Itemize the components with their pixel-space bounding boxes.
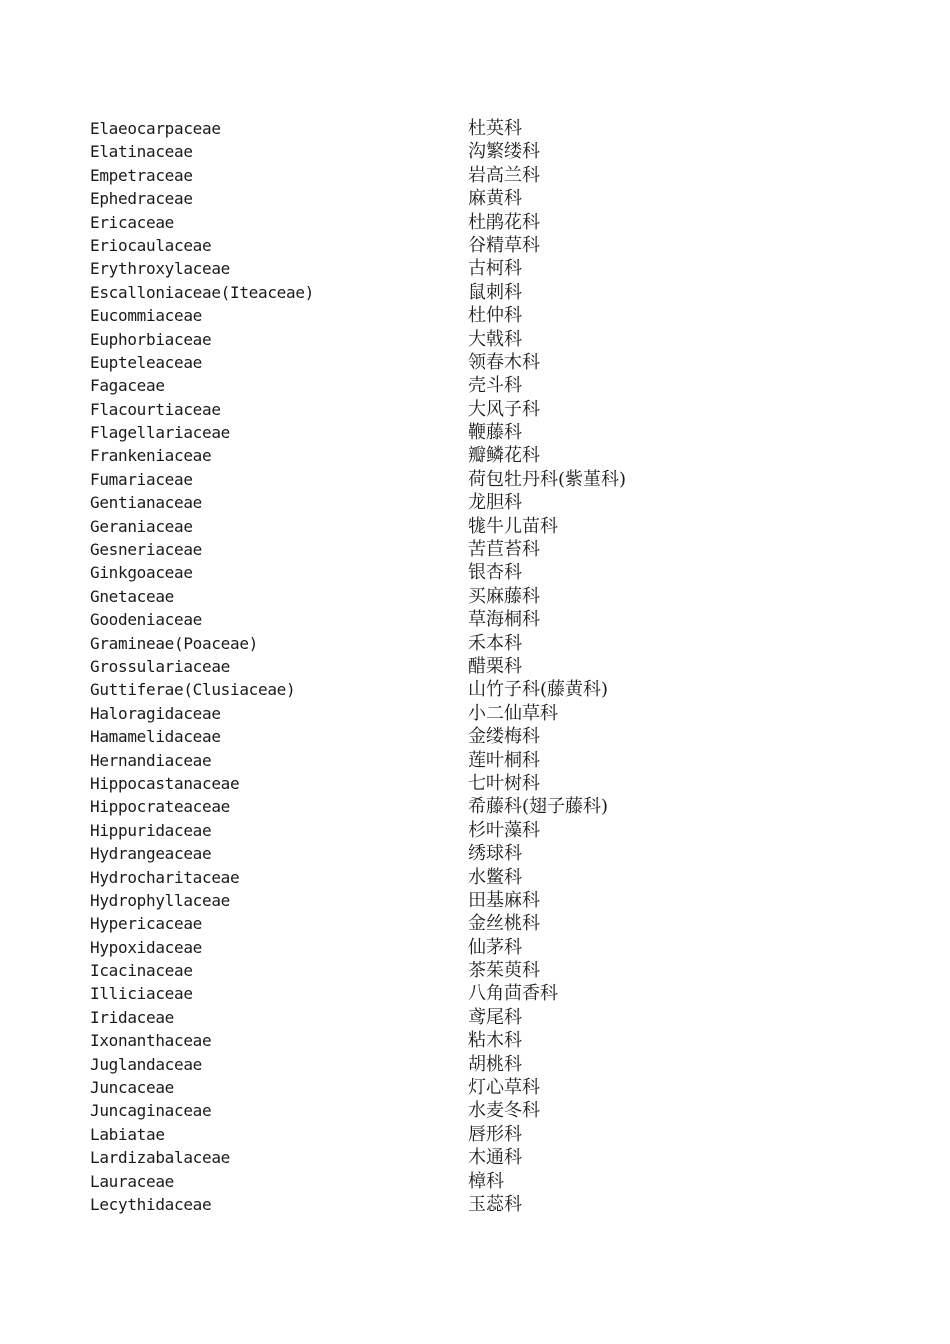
table-row (0, 982, 950, 1005)
chinese-family-name: 买麻藤科 (468, 585, 540, 607)
chinese-family-name: 樟科 (468, 1170, 504, 1192)
table-row (0, 187, 950, 210)
latin-family-name: Hamamelidaceae (90, 727, 221, 747)
table-row (0, 795, 950, 818)
chinese-family-name: 禾本科 (468, 632, 522, 654)
latin-family-name: Fumariaceae (90, 469, 193, 489)
chinese-family-name: 绣球科 (468, 843, 522, 865)
latin-family-name: Ephedraceae (90, 189, 193, 209)
latin-family-name: Elaeocarpaceae (90, 119, 221, 138)
latin-family-name: Lecythidaceae (90, 1194, 212, 1214)
table-row (0, 304, 950, 327)
latin-family-name: Juglandaceae (90, 1054, 202, 1074)
chinese-family-name: 壳斗科 (468, 375, 522, 397)
chinese-family-name: 希藤科(翅子藤科) (468, 796, 609, 818)
latin-family-name: Gentianaceae (90, 493, 202, 513)
chinese-family-name: 沟繁缕科 (468, 141, 540, 163)
latin-family-name: Gnetaceae (90, 586, 174, 606)
chinese-family-name: 鞭藤科 (468, 422, 522, 444)
chinese-family-name: 杉叶藻科 (468, 819, 540, 841)
chinese-family-name: 大戟科 (468, 328, 522, 350)
latin-family-name: Elatinaceae (90, 142, 193, 162)
chinese-family-name: 玉蕊科 (468, 1193, 522, 1215)
table-row (0, 678, 950, 701)
chinese-family-name: 苦苣苔科 (468, 539, 540, 561)
latin-family-name: Flacourtiaceae (90, 399, 221, 419)
latin-family-name: Illiciaceae (90, 984, 193, 1004)
latin-family-name: Hypoxidaceae (90, 937, 202, 957)
latin-family-name: Eucommiaceae (90, 306, 202, 326)
chinese-family-name: 荷包牡丹科(紫堇科) (468, 468, 627, 490)
latin-family-name: Euphorbiaceae (90, 329, 212, 349)
table-row (0, 1029, 950, 1052)
chinese-family-name: 古柯科 (468, 258, 522, 280)
chinese-family-name: 麻黄科 (468, 188, 522, 210)
table-row (0, 1123, 950, 1146)
chinese-family-name: 牻牛儿苗科 (468, 515, 558, 537)
table-row (0, 444, 950, 467)
table-row (0, 912, 950, 935)
table-row (0, 702, 950, 725)
latin-family-name: Hernandiaceae (90, 750, 212, 770)
table-row (0, 328, 950, 351)
latin-family-name: Haloragidaceae (90, 703, 221, 723)
latin-family-name: Frankeniaceae (90, 446, 212, 466)
chinese-family-name: 金缕梅科 (468, 726, 540, 748)
latin-family-name: Empetraceae (90, 165, 193, 185)
table-row (0, 1146, 950, 1169)
chinese-family-name: 山竹子科(藤黄科) (468, 679, 609, 701)
table-row (0, 1170, 950, 1193)
chinese-family-name: 杜仲科 (468, 305, 522, 327)
table-row (0, 725, 950, 748)
latin-family-name: Grossulariaceae (90, 656, 230, 676)
latin-family-name: Hydrocharitaceae (90, 867, 240, 887)
latin-family-name: Ericaceae (90, 212, 174, 232)
latin-family-name: Erythroxylaceae (90, 259, 230, 279)
table-row (0, 889, 950, 912)
latin-family-name: Hippocastanaceae (90, 773, 240, 793)
table-row (0, 468, 950, 491)
table-row (0, 936, 950, 959)
table-row (0, 608, 950, 631)
table-row (0, 421, 950, 444)
chinese-family-name: 杜鹃花科 (468, 211, 540, 233)
chinese-family-name: 水麦冬科 (468, 1100, 540, 1122)
table-row (0, 281, 950, 304)
latin-family-name: Ginkgoaceae (90, 563, 193, 583)
table-row (0, 1006, 950, 1029)
table-row (0, 257, 950, 280)
table-row (0, 655, 950, 678)
latin-family-name: Iridaceae (90, 1007, 174, 1027)
latin-family-name: Flagellariaceae (90, 423, 230, 443)
latin-family-name: Guttiferae(Clusiaceae) (90, 680, 296, 700)
chinese-family-name: 瓣鳞花科 (468, 445, 540, 467)
chinese-family-name: 龙胆科 (468, 492, 522, 514)
table-row (0, 959, 950, 982)
table-row (0, 515, 950, 538)
latin-family-name: Eupteleaceae (90, 352, 202, 372)
latin-family-name: Goodeniaceae (90, 610, 202, 630)
chinese-family-name: 小二仙草科 (468, 702, 558, 724)
table-row (0, 1193, 950, 1216)
latin-family-name: Icacinaceae (90, 961, 193, 981)
table-row (0, 561, 950, 584)
latin-family-name: Lardizabalaceae (90, 1148, 230, 1168)
latin-family-name: Labiatae (90, 1124, 165, 1144)
table-row (0, 842, 950, 865)
table-row (0, 234, 950, 257)
chinese-family-name: 七叶树科 (468, 772, 540, 794)
chinese-family-name: 草海桐科 (468, 609, 540, 631)
latin-family-name: Ixonanthaceae (90, 1031, 212, 1051)
table-row (0, 351, 950, 374)
latin-family-name: Hydrophyllaceae (90, 890, 230, 910)
latin-family-name: Juncaginaceae (90, 1101, 212, 1121)
latin-family-name: Escalloniaceae(Iteaceae) (90, 282, 314, 302)
table-row (0, 749, 950, 772)
table-row (0, 538, 950, 561)
chinese-family-name: 茶茱萸科 (468, 960, 540, 982)
chinese-family-name: 谷精草科 (468, 234, 540, 256)
chinese-family-name: 田基麻科 (468, 889, 540, 911)
chinese-family-name: 鼠刺科 (468, 281, 522, 303)
table-row (0, 632, 950, 655)
chinese-family-name: 醋栗科 (468, 655, 522, 677)
table-row (0, 374, 950, 397)
latin-family-name: Hydrangeaceae (90, 844, 212, 864)
family-name-table (0, 117, 950, 1216)
chinese-family-name: 莲叶桐科 (468, 749, 540, 771)
latin-family-name: Hippocrateaceae (90, 797, 230, 817)
chinese-family-name: 水鳖科 (468, 866, 522, 888)
table-row (0, 772, 950, 795)
chinese-family-name: 鸢尾科 (468, 1006, 522, 1028)
table-row (0, 398, 950, 421)
chinese-family-name: 胡桃科 (468, 1053, 522, 1075)
chinese-family-name: 银杏科 (468, 562, 522, 584)
table-row (0, 1076, 950, 1099)
chinese-family-name: 岩高兰科 (468, 164, 540, 186)
table-row (0, 117, 950, 140)
chinese-family-name: 仙茅科 (468, 936, 522, 958)
chinese-family-name: 金丝桃科 (468, 913, 540, 935)
latin-family-name: Juncaceae (90, 1078, 174, 1098)
table-row (0, 866, 950, 889)
latin-family-name: Hypericaceae (90, 914, 202, 934)
chinese-family-name: 木通科 (468, 1147, 522, 1169)
latin-family-name: Geraniaceae (90, 516, 193, 536)
latin-family-name: Eriocaulaceae (90, 235, 212, 255)
table-row (0, 164, 950, 187)
latin-family-name: Fagaceae (90, 376, 165, 396)
table-row (0, 819, 950, 842)
chinese-family-name: 杜英科 (468, 118, 522, 139)
table-row (0, 1053, 950, 1076)
chinese-family-name: 唇形科 (468, 1123, 522, 1145)
chinese-family-name: 粘木科 (468, 1030, 522, 1052)
chinese-family-name: 八角茴香科 (468, 983, 558, 1005)
latin-family-name: Gramineae(Poaceae) (90, 633, 258, 653)
latin-family-name: Lauraceae (90, 1171, 174, 1191)
table-row (0, 585, 950, 608)
table-row (0, 1099, 950, 1122)
table-row (0, 211, 950, 234)
chinese-family-name: 大风子科 (468, 398, 540, 420)
chinese-family-name: 领春木科 (468, 351, 540, 373)
latin-family-name: Gesneriaceae (90, 540, 202, 560)
table-row (0, 140, 950, 163)
table-row (0, 491, 950, 514)
latin-family-name: Hippuridaceae (90, 820, 212, 840)
chinese-family-name: 灯心草科 (468, 1077, 540, 1099)
